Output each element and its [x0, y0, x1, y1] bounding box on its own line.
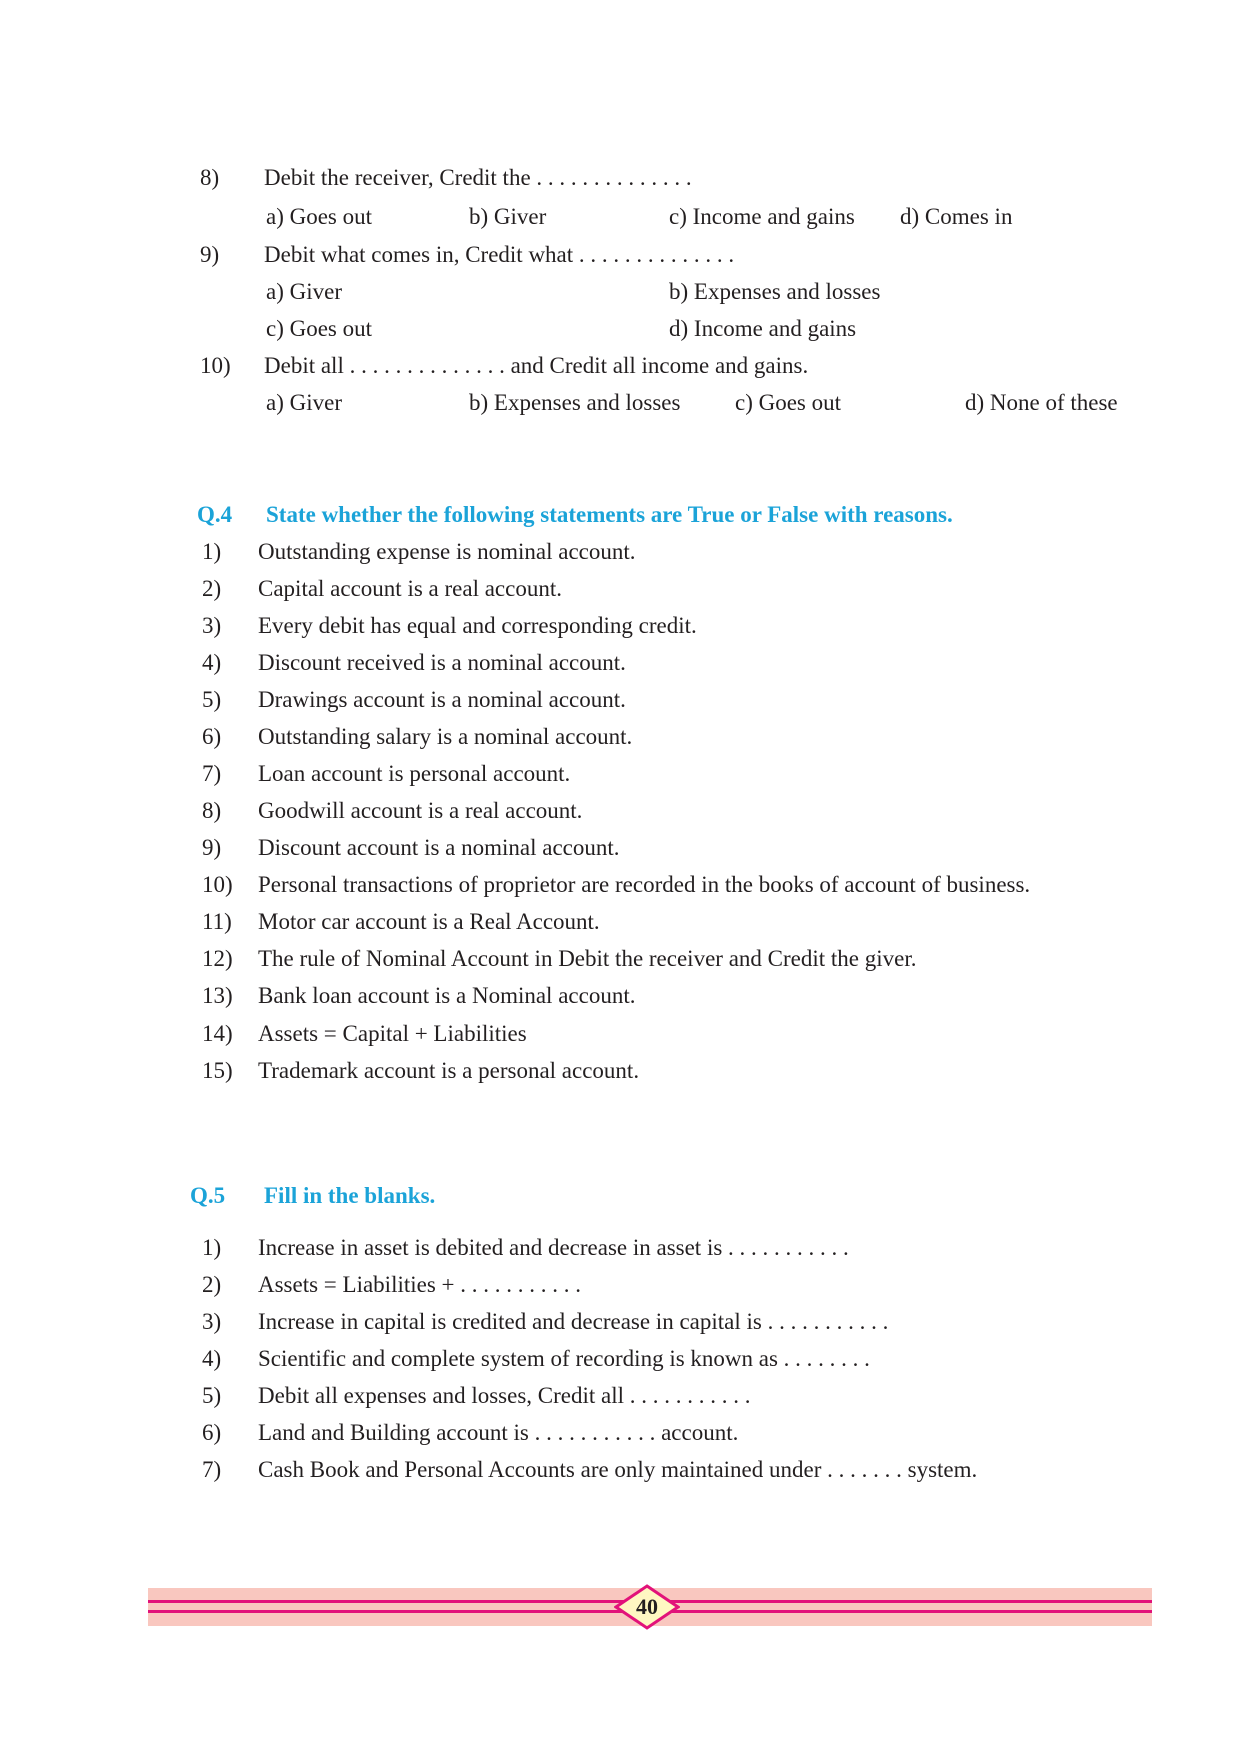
q3-item-8-option-c: c) Income and gains [669, 204, 855, 229]
q4-item-number: 9) [202, 835, 222, 860]
q5-item-number: 7) [202, 1457, 222, 1482]
q4-item-text: Discount received is a nominal account. [258, 650, 626, 675]
q3-item-10-option-b: b) Expenses and losses [469, 390, 681, 415]
q4-item-text: Personal transactions of proprietor are recorded in the books of account of business. [258, 872, 1031, 897]
q4-item-number: 11) [202, 909, 232, 934]
q5-item-number: 4) [202, 1346, 222, 1371]
q4-item-number: 12) [202, 946, 233, 971]
q4-item-number: 8) [202, 798, 222, 823]
q3-item-8-option-a: a) Goes out [266, 204, 373, 229]
q3-item-10-question: Debit all . . . . . . . . . . . . . . and Credit all income and gains. [264, 353, 809, 378]
q5-item-number: 5) [202, 1383, 222, 1408]
q3-item-9-option-b: b) Expenses and losses [669, 279, 881, 304]
q4-item-number: 15) [202, 1058, 233, 1083]
q3-item-10-number: 10) [200, 353, 231, 378]
q4-item-number: 14) [202, 1021, 233, 1046]
q5-item-text: Land and Building account is . . . . . . . . . . . account. [258, 1420, 739, 1445]
q4-item-number: 4) [202, 650, 222, 675]
q4-item-number: 5) [202, 687, 222, 712]
q4-item-number: 10) [202, 872, 233, 897]
q3-item-9-option-c: c) Goes out [266, 316, 373, 341]
q4-label: Q.4 [197, 502, 233, 527]
q3-item-8-option-d: d) Comes in [900, 204, 1013, 229]
q4-title: State whether the following statements are True or False with reasons. [266, 502, 953, 527]
q5-item-number: 2) [202, 1272, 222, 1297]
q4-item-text: Discount account is a nominal account. [258, 835, 620, 860]
q4-item-text: Assets = Capital + Liabilities [258, 1021, 527, 1046]
q4-item-text: Trademark account is a personal account. [258, 1058, 640, 1083]
q3-item-10-option-a: a) Giver [266, 390, 342, 415]
q4-item-text: Bank loan account is a Nominal account. [258, 983, 636, 1008]
q4-item-number: 1) [202, 539, 222, 564]
q5-item-text: Debit all expenses and losses, Credit all . . . . . . . . . . . [258, 1383, 751, 1408]
q5-label: Q.5 [190, 1183, 226, 1208]
q3-item-10-option-d: d) None of these [965, 390, 1118, 415]
q4-item-number: 7) [202, 761, 222, 786]
q5-title: Fill in the blanks. [264, 1183, 436, 1208]
q4-item-text: Loan account is personal account. [258, 761, 571, 786]
q5-item-text: Increase in asset is debited and decrease in asset is . . . . . . . . . . . [258, 1235, 849, 1260]
q4-item-number: 2) [202, 576, 222, 601]
q5-item-number: 3) [202, 1309, 222, 1334]
q5-item-text: Cash Book and Personal Accounts are only maintained under . . . . . . . system. [258, 1457, 978, 1482]
q5-item-number: 6) [202, 1420, 222, 1445]
q3-item-9-option-a: a) Giver [266, 279, 342, 304]
q4-item-text: Drawings account is a nominal account. [258, 687, 626, 712]
q4-item-number: 13) [202, 983, 233, 1008]
q3-item-9-number: 9) [200, 242, 220, 267]
q3-item-8-option-b: b) Giver [469, 204, 547, 229]
q4-item-text: Goodwill account is a real account. [258, 798, 583, 823]
q3-item-8-number: 8) [200, 165, 220, 190]
q4-item-text: Outstanding salary is a nominal account. [258, 724, 633, 749]
q3-item-10-option-c: c) Goes out [735, 390, 842, 415]
q5-item-text: Scientific and complete system of recording is known as . . . . . . . . [258, 1346, 870, 1371]
page-footer-band [148, 1588, 1152, 1626]
q4-item-text: Outstanding expense is nominal account. [258, 539, 636, 564]
q3-item-9-option-d: d) Income and gains [669, 316, 857, 341]
q4-item-number: 6) [202, 724, 222, 749]
q4-item-text: The rule of Nominal Account in Debit the receiver and Credit the giver. [258, 946, 917, 971]
q4-item-text: Every debit has equal and corresponding credit. [258, 613, 697, 638]
q5-item-text: Assets = Liabilities + . . . . . . . . . . . [258, 1272, 582, 1297]
q4-item-number: 3) [202, 613, 222, 638]
q5-item-text: Increase in capital is credited and decrease in capital is . . . . . . . . . . . [258, 1309, 889, 1334]
page-number: 40 [636, 1594, 658, 1619]
q3-item-9-question: Debit what comes in, Credit what . . . . . . . . . . . . . . [264, 242, 735, 267]
q4-item-text: Capital account is a real account. [258, 576, 562, 601]
q3-item-8-question: Debit the receiver, Credit the . . . . . . . . . . . . . . [264, 165, 692, 190]
q5-item-number: 1) [202, 1235, 222, 1260]
q4-item-text: Motor car account is a Real Account. [258, 909, 600, 934]
